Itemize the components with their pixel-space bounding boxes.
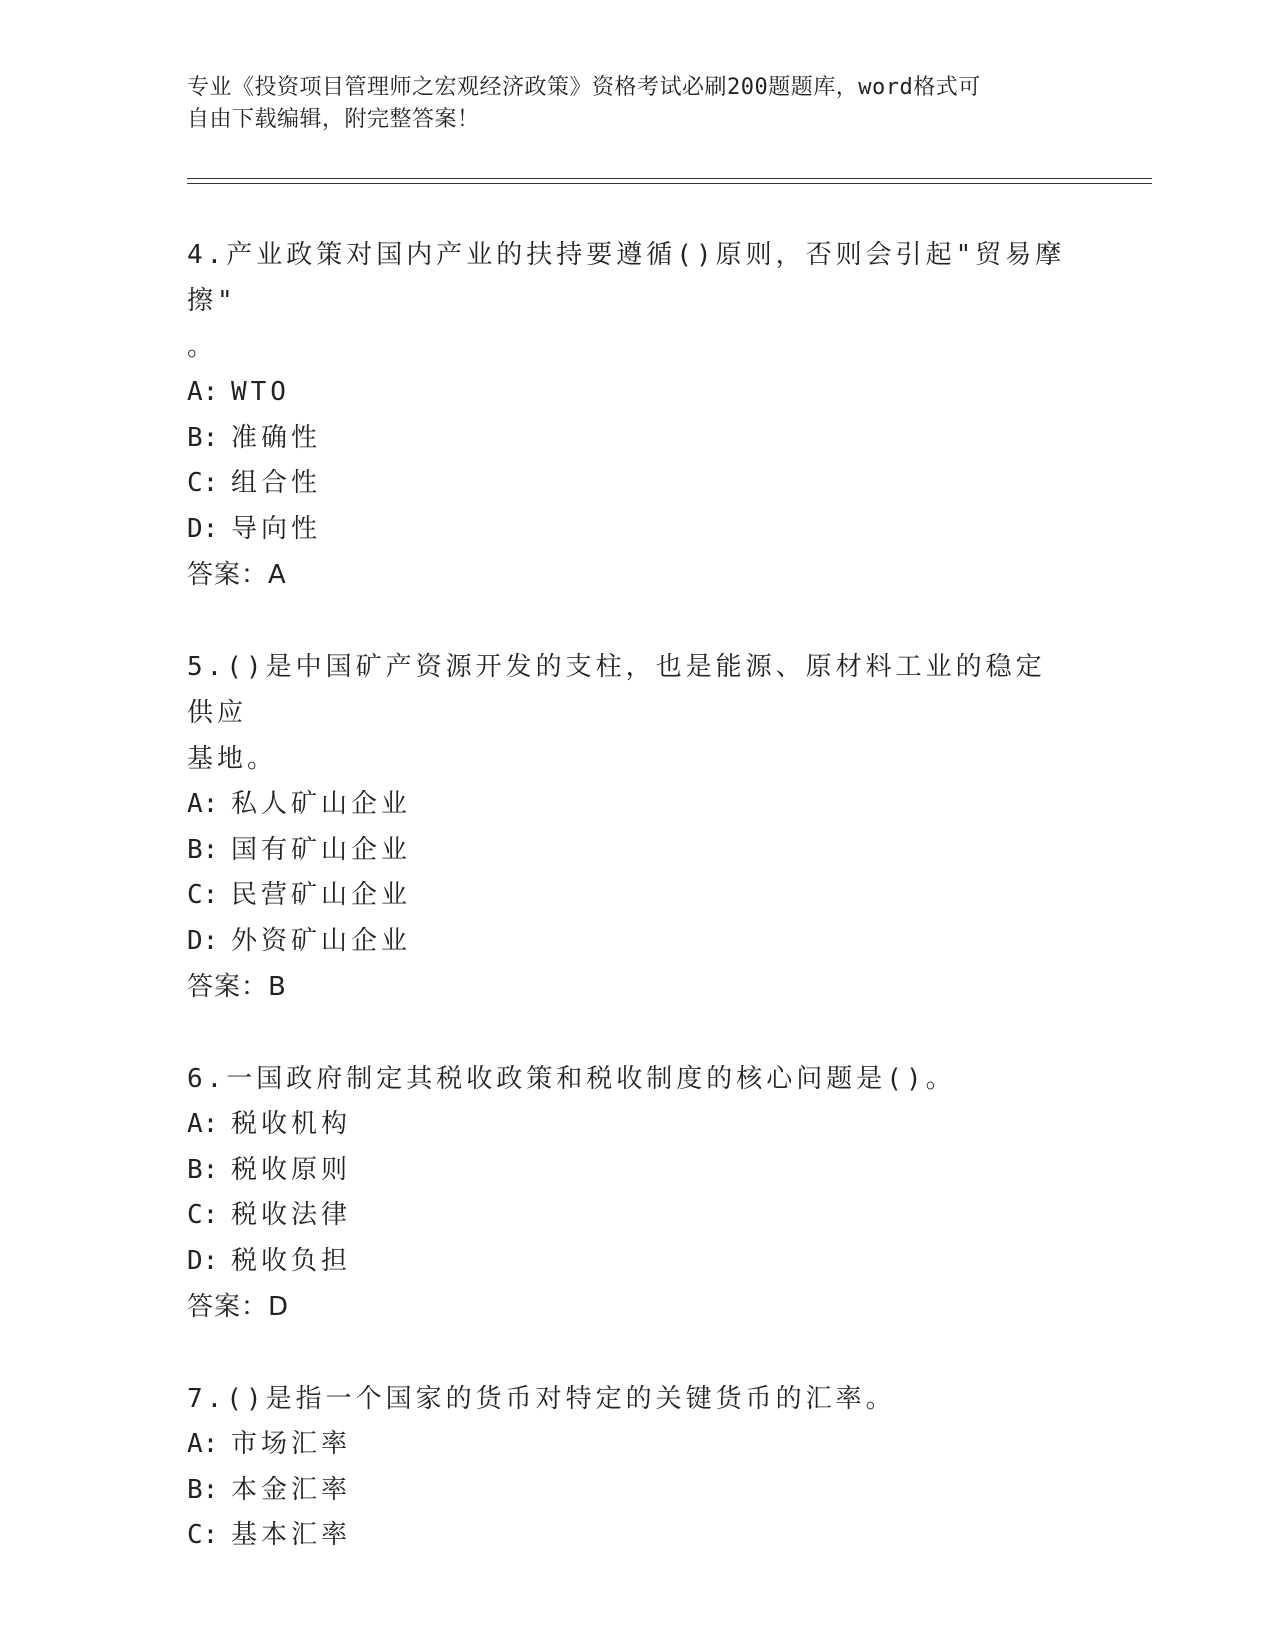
header-divider-bottom [187,183,1152,184]
option-a [187,782,1067,828]
option-letter: D: [187,925,219,956]
option-d [187,1239,1067,1285]
option-b [187,1148,1067,1194]
option-text: 市场汇率 [231,1429,352,1459]
question-stem: 7.()是指一个国家的货币对特定的关键货币的汇率。 [187,1384,896,1414]
question-list [187,232,1067,1605]
option-d [187,919,1067,965]
option-text: 准确性 [231,422,322,453]
option-text: 税收原则 [231,1154,352,1185]
option-letter: C: [187,880,219,910]
option-text: 私人矿山企业 [231,789,412,819]
option-letter: C: [187,1200,219,1230]
option-c [187,873,1067,919]
document-header [187,72,1067,136]
option-b [187,828,1067,874]
option-letter: C: [187,1520,219,1550]
option-letter: B: [187,1154,219,1185]
option-text: 本金汇率 [231,1474,352,1505]
header-line-1: 专业《投资项目管理师之宏观经济政策》资格考试必刷200题题库，word格式可 [187,75,981,100]
question-7 [187,1376,1067,1559]
question-stem-continued: 。 [187,332,218,362]
option-a [187,1102,1067,1148]
option-letter: C: [187,468,219,498]
question-stem: 4.产业政策对国内产业的扶持要遵循()原则，否则会引起"贸易摩擦" [187,240,1066,316]
option-letter: B: [187,422,219,453]
option-text: WTO [231,377,290,407]
option-text: 国有矿山企业 [231,834,412,865]
option-a [187,370,1067,416]
option-text: 民营矿山企业 [231,880,412,910]
option-b [187,1468,1067,1514]
question-4 [187,232,1067,598]
option-letter: D: [187,513,219,544]
option-letter: D: [187,1245,219,1276]
answer-line: 答案：B [187,972,287,1002]
option-text: 外资矿山企业 [231,925,412,956]
header-line-2: 自由下载编辑，附完整答案！ [187,107,480,132]
option-letter: A: [187,1429,219,1459]
option-text: 基本汇率 [231,1520,352,1550]
option-text: 税收法律 [231,1200,352,1230]
option-letter: B: [187,1474,219,1505]
option-d [187,507,1067,553]
option-text: 税收机构 [231,1109,352,1139]
option-letter: A: [187,789,219,819]
question-stem-continued: 基地。 [187,744,278,774]
option-text: 组合性 [231,468,322,498]
option-b [187,416,1067,462]
question-stem: 5.()是中国矿产资源开发的支柱，也是能源、原材料工业的稳定供应 [187,652,1046,728]
option-letter: A: [187,1109,219,1139]
option-c [187,1513,1067,1559]
header-divider-top [187,178,1152,179]
question-5 [187,644,1067,1010]
answer-line: 答案：D [187,1292,290,1322]
option-letter: B: [187,834,219,865]
option-c [187,461,1067,507]
option-text: 导向性 [231,513,322,544]
option-a [187,1422,1067,1468]
option-c [187,1193,1067,1239]
option-text: 税收负担 [231,1245,352,1276]
question-stem: 6.一国政府制定其税收政策和税收制度的核心问题是()。 [187,1064,956,1094]
option-letter: A: [187,377,219,407]
question-6 [187,1056,1067,1330]
answer-line: 答案：A [187,560,287,590]
